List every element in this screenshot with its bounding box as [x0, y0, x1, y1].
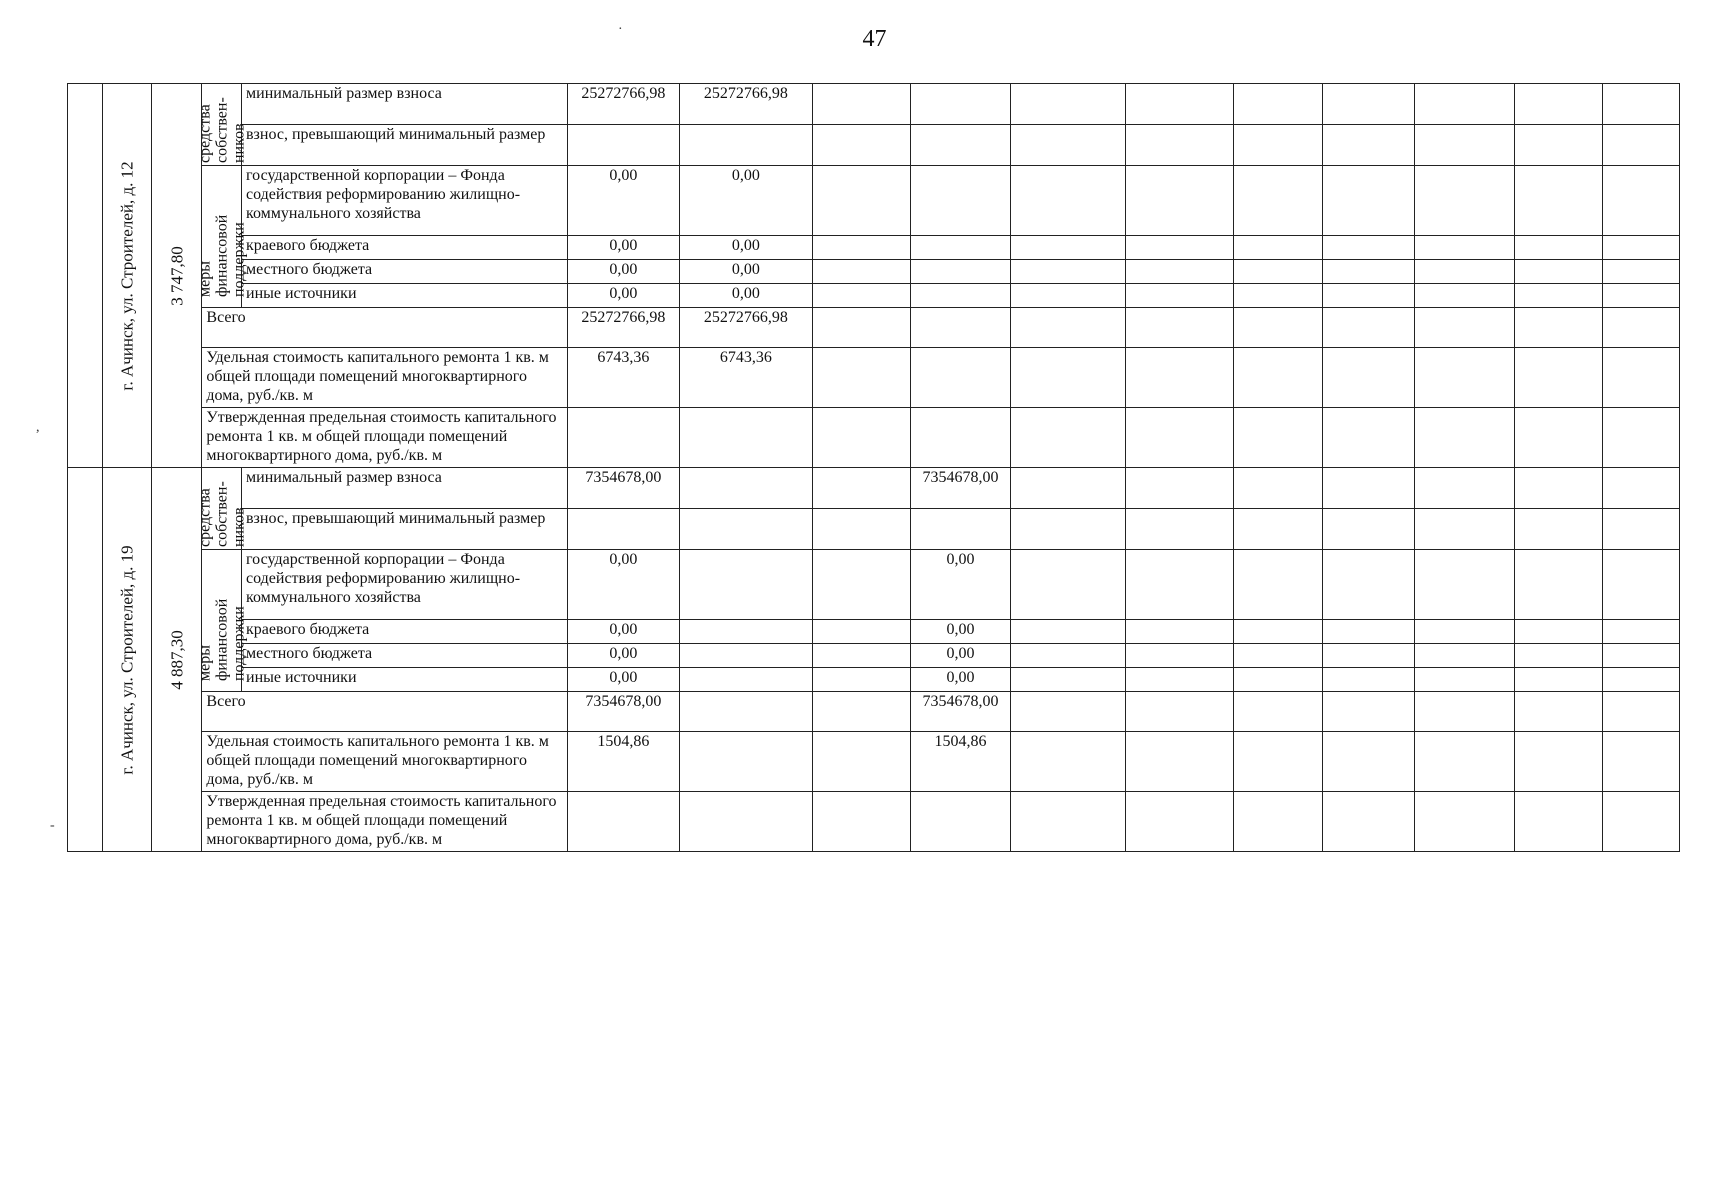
value-cell: 25272766,98	[679, 84, 812, 125]
table-row	[68, 348, 1680, 408]
scan-speck: -	[50, 818, 55, 833]
value-cell	[813, 408, 911, 468]
row-label-unit-cost: Удельная стоимость капитального ремонта 1 кв. м общей площади помещений многоквартирного дома, руб./кв. м	[202, 732, 568, 792]
table-row	[68, 644, 1680, 668]
value-cell: 6743,36	[568, 348, 679, 408]
value-cell: 7354678,00	[910, 692, 1010, 732]
empty-cell	[1415, 308, 1515, 348]
empty-cell	[1602, 308, 1679, 348]
value-cell	[679, 550, 812, 620]
row-label-over-min-fee: взнос, превышающий минимальный размер	[242, 125, 568, 166]
value-cell	[813, 668, 911, 692]
empty-cell	[1125, 692, 1233, 732]
empty-cell	[1322, 468, 1415, 509]
table-row	[68, 509, 1680, 550]
value-cell: 0,00	[910, 644, 1010, 668]
empty-cell	[1125, 166, 1233, 236]
value-cell: 0,00	[568, 166, 679, 236]
support-group-cell	[196, 550, 248, 692]
empty-cell	[1415, 620, 1515, 644]
empty-cell	[1515, 408, 1603, 468]
empty-cell	[1125, 125, 1233, 166]
row-label-over-min-fee: взнос, превышающий минимальный размер	[242, 509, 568, 550]
empty-cell	[1515, 550, 1603, 620]
row-label-total: Всего	[202, 692, 568, 732]
value-cell	[910, 166, 1010, 236]
table-row	[68, 260, 1680, 284]
empty-cell	[1322, 236, 1415, 260]
empty-cell	[1602, 509, 1679, 550]
table-row	[68, 84, 1680, 125]
value-cell	[568, 125, 679, 166]
value-cell	[813, 620, 911, 644]
empty-cell	[1415, 692, 1515, 732]
empty-cell	[1233, 468, 1322, 509]
value-cell: 0,00	[910, 668, 1010, 692]
empty-cell	[1010, 468, 1125, 509]
value-cell	[813, 792, 911, 852]
value-cell	[679, 644, 812, 668]
empty-cell	[1515, 236, 1603, 260]
empty-cell	[1602, 732, 1679, 792]
empty-cell	[1233, 732, 1322, 792]
value-cell	[910, 84, 1010, 125]
empty-cell	[1322, 284, 1415, 308]
empty-cell	[1233, 509, 1322, 550]
support-group-label: меры финансовой поддержки	[196, 214, 248, 297]
value-cell	[813, 550, 911, 620]
empty-cell	[1602, 468, 1679, 509]
row-index-cell	[68, 84, 103, 468]
empty-cell	[1322, 308, 1415, 348]
value-cell	[813, 468, 911, 509]
empty-cell	[1233, 125, 1322, 166]
empty-cell	[1010, 236, 1125, 260]
empty-cell	[1602, 620, 1679, 644]
empty-cell	[1515, 732, 1603, 792]
empty-cell	[1415, 260, 1515, 284]
empty-cell	[1233, 84, 1322, 125]
empty-cell	[1415, 408, 1515, 468]
empty-cell	[1322, 620, 1415, 644]
empty-cell	[1010, 620, 1125, 644]
row-label-regional: краевого бюджета	[242, 236, 568, 260]
value-cell	[813, 509, 911, 550]
value-cell: 7354678,00	[910, 468, 1010, 509]
table-row	[68, 308, 1680, 348]
row-label-approved-limit: Утвержденная предельная стоимость капитального ремонта 1 кв. м общей площади помещений многоквартирного дома, руб./кв. м	[202, 792, 568, 852]
value-cell	[679, 468, 812, 509]
value-cell	[910, 408, 1010, 468]
table-row	[68, 166, 1680, 236]
empty-cell	[1415, 236, 1515, 260]
empty-cell	[1415, 348, 1515, 408]
value-cell: 0,00	[568, 284, 679, 308]
value-cell	[568, 792, 679, 852]
empty-cell	[1515, 620, 1603, 644]
value-cell: 0,00	[679, 260, 812, 284]
empty-cell	[1515, 284, 1603, 308]
empty-cell	[1415, 468, 1515, 509]
empty-cell	[1010, 308, 1125, 348]
empty-cell	[1125, 284, 1233, 308]
empty-cell	[1010, 84, 1125, 125]
empty-cell	[1322, 125, 1415, 166]
owners-group-cell	[196, 84, 248, 166]
empty-cell	[1010, 125, 1125, 166]
row-label-min-fee: минимальный размер взноса	[242, 468, 568, 509]
empty-cell	[1415, 125, 1515, 166]
value-cell: 0,00	[568, 668, 679, 692]
empty-cell	[1125, 348, 1233, 408]
address-text: г. Ачинск, ул. Строителей, д. 12	[117, 160, 137, 391]
empty-cell	[1233, 408, 1322, 468]
value-cell: 25272766,98	[568, 308, 679, 348]
value-cell	[568, 509, 679, 550]
row-label-state-corp: государственной корпорации – Фонда содействия реформированию жилищно-коммунального хозяйства	[242, 550, 568, 620]
empty-cell	[1602, 692, 1679, 732]
owners-group-cell	[196, 468, 248, 550]
address-cell	[103, 468, 152, 852]
value-cell	[910, 125, 1010, 166]
value-cell: 1504,86	[910, 732, 1010, 792]
value-cell: 0,00	[679, 166, 812, 236]
value-cell: 0,00	[679, 236, 812, 260]
empty-cell	[1010, 644, 1125, 668]
value-cell	[813, 348, 911, 408]
support-group-label: меры финансовой поддержки	[196, 598, 248, 681]
value-cell	[679, 692, 812, 732]
empty-cell	[1010, 348, 1125, 408]
value-cell: 0,00	[568, 236, 679, 260]
empty-cell	[1233, 260, 1322, 284]
empty-cell	[1233, 348, 1322, 408]
area-text: 3 747,80	[167, 245, 187, 306]
empty-cell	[1415, 166, 1515, 236]
value-cell: 0,00	[568, 550, 679, 620]
empty-cell	[1322, 732, 1415, 792]
value-cell	[813, 125, 911, 166]
value-cell	[910, 509, 1010, 550]
empty-cell	[1322, 550, 1415, 620]
row-label-regional: краевого бюджета	[242, 620, 568, 644]
empty-cell	[1125, 84, 1233, 125]
table-row	[68, 732, 1680, 792]
empty-cell	[1233, 308, 1322, 348]
empty-cell	[1125, 792, 1233, 852]
value-cell	[813, 166, 911, 236]
value-cell	[813, 236, 911, 260]
empty-cell	[1602, 668, 1679, 692]
empty-cell	[1515, 468, 1603, 509]
value-cell	[679, 732, 812, 792]
row-label-local: местного бюджета	[242, 644, 568, 668]
value-cell: 7354678,00	[568, 692, 679, 732]
empty-cell	[1515, 84, 1603, 125]
value-cell: 0,00	[679, 284, 812, 308]
value-cell: 0,00	[568, 260, 679, 284]
empty-cell	[1515, 125, 1603, 166]
value-cell	[679, 620, 812, 644]
value-cell	[813, 84, 911, 125]
empty-cell	[1125, 236, 1233, 260]
empty-cell	[1602, 236, 1679, 260]
empty-cell	[1602, 84, 1679, 125]
empty-cell	[1125, 408, 1233, 468]
empty-cell	[1602, 125, 1679, 166]
value-cell	[679, 125, 812, 166]
empty-cell	[1515, 166, 1603, 236]
empty-cell	[1322, 348, 1415, 408]
table-row	[68, 468, 1680, 509]
empty-cell	[1233, 692, 1322, 732]
value-cell: 7354678,00	[568, 468, 679, 509]
empty-cell	[1602, 260, 1679, 284]
empty-cell	[1515, 509, 1603, 550]
empty-cell	[1515, 308, 1603, 348]
row-label-other: иные источники	[242, 668, 568, 692]
value-cell	[813, 692, 911, 732]
empty-cell	[1125, 308, 1233, 348]
empty-cell	[1515, 260, 1603, 284]
empty-cell	[1125, 732, 1233, 792]
empty-cell	[1322, 668, 1415, 692]
empty-cell	[1125, 260, 1233, 284]
table-row	[68, 692, 1680, 732]
value-cell: 0,00	[910, 620, 1010, 644]
empty-cell	[1010, 692, 1125, 732]
value-cell	[813, 732, 911, 792]
value-cell: 25272766,98	[568, 84, 679, 125]
empty-cell	[1515, 348, 1603, 408]
value-cell: 0,00	[910, 550, 1010, 620]
empty-cell	[1233, 236, 1322, 260]
empty-cell	[1233, 284, 1322, 308]
value-cell: 6743,36	[679, 348, 812, 408]
row-label-min-fee: минимальный размер взноса	[242, 84, 568, 125]
value-cell	[910, 308, 1010, 348]
empty-cell	[1010, 550, 1125, 620]
empty-cell	[1322, 644, 1415, 668]
value-cell	[679, 668, 812, 692]
empty-cell	[1415, 550, 1515, 620]
table-row	[68, 408, 1680, 468]
value-cell: 25272766,98	[679, 308, 812, 348]
empty-cell	[1010, 792, 1125, 852]
value-cell	[679, 408, 812, 468]
scan-speck: ·	[618, 22, 623, 37]
value-cell	[910, 348, 1010, 408]
area-cell	[152, 84, 202, 468]
empty-cell	[1010, 408, 1125, 468]
empty-cell	[1010, 732, 1125, 792]
value-cell	[813, 260, 911, 284]
value-cell: 0,00	[568, 644, 679, 668]
scan-speck: ,	[36, 420, 40, 435]
owners-group-label: средства собствен-ников	[196, 96, 248, 163]
value-cell	[568, 408, 679, 468]
value-cell: 1504,86	[568, 732, 679, 792]
address-text: г. Ачинск, ул. Строителей, д. 19	[117, 544, 137, 775]
value-cell: 0,00	[568, 620, 679, 644]
empty-cell	[1233, 668, 1322, 692]
empty-cell	[1233, 166, 1322, 236]
empty-cell	[1322, 792, 1415, 852]
row-label-state-corp: государственной корпорации – Фонда содействия реформированию жилищно-коммунального хозяйства	[242, 166, 568, 236]
empty-cell	[1322, 166, 1415, 236]
area-text: 4 887,30	[167, 629, 187, 690]
table-row	[68, 668, 1680, 692]
empty-cell	[1322, 509, 1415, 550]
empty-cell	[1233, 792, 1322, 852]
empty-cell	[1322, 692, 1415, 732]
owners-group-label: средства собствен-ников	[196, 480, 248, 547]
table-row	[68, 236, 1680, 260]
value-cell	[910, 284, 1010, 308]
empty-cell	[1125, 620, 1233, 644]
empty-cell	[1415, 284, 1515, 308]
empty-cell	[1010, 509, 1125, 550]
empty-cell	[1233, 550, 1322, 620]
value-cell	[813, 284, 911, 308]
value-cell	[910, 260, 1010, 284]
row-label-approved-limit: Утвержденная предельная стоимость капитального ремонта 1 кв. м общей площади помещений многоквартирного дома, руб./кв. м	[202, 408, 568, 468]
row-label-local: местного бюджета	[242, 260, 568, 284]
empty-cell	[1010, 284, 1125, 308]
value-cell	[679, 509, 812, 550]
empty-cell	[1125, 550, 1233, 620]
table-row	[68, 620, 1680, 644]
address-cell	[103, 84, 152, 468]
page-number: 47	[862, 26, 887, 52]
empty-cell	[1125, 509, 1233, 550]
empty-cell	[1602, 284, 1679, 308]
empty-cell	[1602, 348, 1679, 408]
empty-cell	[1233, 644, 1322, 668]
area-cell	[152, 468, 202, 852]
empty-cell	[1010, 166, 1125, 236]
empty-cell	[1233, 620, 1322, 644]
table-row	[68, 125, 1680, 166]
empty-cell	[1602, 550, 1679, 620]
empty-cell	[1415, 644, 1515, 668]
empty-cell	[1515, 792, 1603, 852]
empty-cell	[1515, 668, 1603, 692]
row-index-cell	[68, 468, 103, 852]
empty-cell	[1602, 792, 1679, 852]
capital-repair-table	[67, 83, 1680, 852]
table-row	[68, 550, 1680, 620]
empty-cell	[1515, 692, 1603, 732]
empty-cell	[1415, 509, 1515, 550]
value-cell	[813, 644, 911, 668]
table-row	[68, 792, 1680, 852]
empty-cell	[1125, 644, 1233, 668]
empty-cell	[1322, 408, 1415, 468]
value-cell	[910, 792, 1010, 852]
value-cell	[910, 236, 1010, 260]
value-cell	[679, 792, 812, 852]
support-group-cell	[196, 166, 248, 308]
empty-cell	[1125, 468, 1233, 509]
empty-cell	[1415, 792, 1515, 852]
empty-cell	[1010, 668, 1125, 692]
row-label-total: Всего	[202, 308, 568, 348]
empty-cell	[1515, 644, 1603, 668]
empty-cell	[1602, 408, 1679, 468]
empty-cell	[1415, 668, 1515, 692]
empty-cell	[1010, 260, 1125, 284]
empty-cell	[1602, 644, 1679, 668]
empty-cell	[1602, 166, 1679, 236]
empty-cell	[1125, 668, 1233, 692]
table-row	[68, 284, 1680, 308]
value-cell	[813, 308, 911, 348]
empty-cell	[1322, 84, 1415, 125]
row-label-other: иные источники	[242, 284, 568, 308]
empty-cell	[1322, 260, 1415, 284]
empty-cell	[1415, 84, 1515, 125]
row-label-unit-cost: Удельная стоимость капитального ремонта 1 кв. м общей площади помещений многоквартирного дома, руб./кв. м	[202, 348, 568, 408]
empty-cell	[1415, 732, 1515, 792]
